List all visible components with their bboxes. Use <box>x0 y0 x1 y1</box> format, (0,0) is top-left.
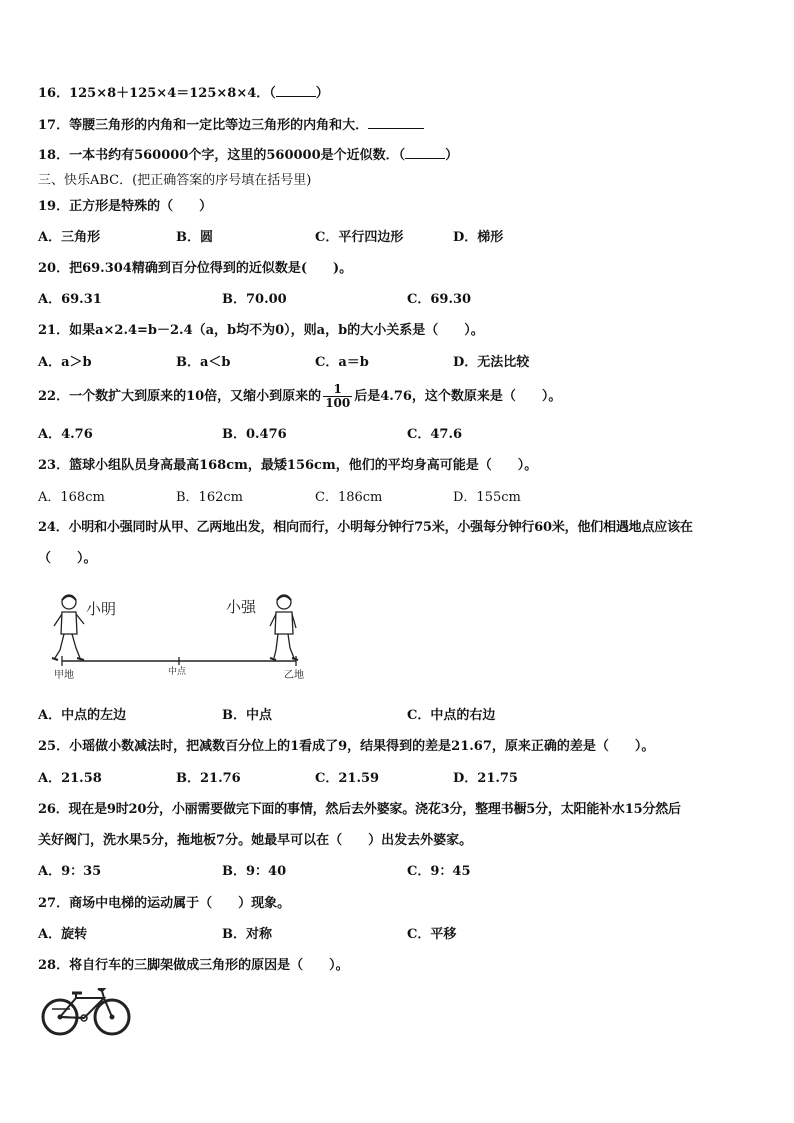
q19-options <box>38 229 758 246</box>
q17-text: 17．等腰三角形的内角和一定比等边三角形的内角和大． <box>38 118 369 133</box>
q23-option-b[interactable]: B．162cm <box>176 490 243 505</box>
q16-answer-blank[interactable] <box>276 84 316 97</box>
q19-option-a[interactable]: A．三角形 <box>38 230 101 245</box>
q24-option-b[interactable]: B．中点 <box>222 708 272 723</box>
q27-option-a[interactable]: A．旋转 <box>38 927 88 942</box>
q23-text: 23．篮球小组队员身高最高168cm，最矮156cm，他们的平均身高可能是（ ）。 <box>38 458 538 473</box>
q17-answer-blank[interactable] <box>368 116 424 129</box>
q23-option-c[interactable]: C．186cm <box>315 490 383 505</box>
q25-option-a[interactable]: A．21.58 <box>38 771 102 786</box>
q22-option-c[interactable]: C．47.6 <box>407 427 463 442</box>
q21-text: 21．如果a×2.4=b－2.4（a，b均不为0），则a，b的大小关系是（ ）。 <box>38 323 484 338</box>
q21-option-b[interactable]: B．a＜b <box>176 355 231 370</box>
q26-option-c[interactable]: C．9：45 <box>407 864 471 879</box>
point-mid-label: 中点 <box>168 667 187 677</box>
q24-options <box>38 707 758 724</box>
q18-text: 18．一本书约有560000个字，这里的560000是个近似数．（ <box>38 148 406 163</box>
xiaoming-figure <box>52 595 84 660</box>
section-3-heading: 三、快乐ABC．(把正确答案的序号填在括号里) <box>38 173 312 188</box>
q27-text: 27．商场中电梯的运动属于（ ）现象。 <box>38 896 291 911</box>
q25-options <box>38 770 758 787</box>
q26-line-1: 26．现在是9时20分，小丽需要做完下面的事情，然后去外婆家。浇花3分，整理书橱5分，太阳能补水15分然后 <box>38 802 681 817</box>
q16-line <box>38 84 329 102</box>
q22-fraction-denominator: 100 <box>325 396 351 410</box>
q27-options <box>38 926 758 943</box>
q22-fraction-numerator: 1 <box>323 383 352 397</box>
q20-options <box>38 291 758 308</box>
q22-option-a[interactable]: A．4.76 <box>38 427 93 442</box>
q25-option-b[interactable]: B．21.76 <box>176 771 241 786</box>
q26-line-2: 关好阀门，洗水果5分，拖地板7分。她最早可以在（ ）出发去外婆家。 <box>38 833 473 848</box>
q16-text: 16．125×8＋125×4＝125×8×4．（ <box>38 86 276 101</box>
q22-options <box>38 426 758 443</box>
q19-option-b[interactable]: B．圆 <box>176 230 213 245</box>
bicycle-image <box>40 983 132 1037</box>
point-yi-label: 乙地 <box>284 670 304 681</box>
q22-line <box>38 381 561 413</box>
q23-option-d[interactable]: D．155cm <box>453 490 521 505</box>
q20-option-a[interactable]: A．69.31 <box>38 292 102 307</box>
point-jia-label: 甲地 <box>54 670 74 681</box>
q20-option-b[interactable]: B．70.00 <box>222 292 287 307</box>
q26-option-a[interactable]: A．9：35 <box>38 864 102 879</box>
q26-option-b[interactable]: B．9：40 <box>222 864 287 879</box>
q20-text: 20．把69.304精确到百分位得到的近似数是( )。 <box>38 261 353 276</box>
q22-text-before: 22．一个数扩大到原来的10倍，又缩小到原来的 <box>38 389 322 404</box>
q22-option-b[interactable]: B．0.476 <box>222 427 287 442</box>
q21-option-a[interactable]: A．a＞b <box>38 355 92 370</box>
q18-close: ） <box>445 148 459 163</box>
q24-figure <box>44 590 314 685</box>
q24-option-c[interactable]: C．中点的右边 <box>407 708 496 723</box>
q19-option-c[interactable]: C．平行四边形 <box>315 230 404 245</box>
xiaoqiang-label: 小强 <box>226 598 257 616</box>
q24-line-1: 24．小明和小强同时从甲、乙两地出发，相向而行，小明每分钟行75米，小强每分钟行60米，他们相遇地点应该在 <box>38 520 693 535</box>
q27-option-c[interactable]: C．平移 <box>407 927 457 942</box>
q18-line <box>38 146 458 164</box>
q24-option-a[interactable]: A．中点的左边 <box>38 708 127 723</box>
q23-option-a[interactable]: A．168cm <box>38 490 105 505</box>
q25-option-c[interactable]: C．21.59 <box>315 771 380 786</box>
q21-option-c[interactable]: C．a＝b <box>315 355 369 370</box>
q16-close: ） <box>315 86 329 101</box>
q22-text-after: 后是4.76，这个数原来是（ ）。 <box>354 389 562 404</box>
q27-option-b[interactable]: B．对称 <box>222 927 272 942</box>
q17-line <box>38 116 424 134</box>
q28-text: 28．将自行车的三脚架做成三角形的原因是（ ）。 <box>38 958 349 973</box>
q19-text: 19．正方形是特殊的（ ） <box>38 199 213 214</box>
q26-options <box>38 863 758 880</box>
q21-option-d[interactable]: D．无法比较 <box>453 355 530 370</box>
q22-fraction <box>323 383 352 410</box>
q21-options <box>38 354 758 371</box>
q18-answer-blank[interactable] <box>405 146 445 159</box>
q23-options <box>38 489 758 506</box>
xiaoqiang-figure <box>270 595 298 660</box>
q19-option-d[interactable]: D．梯形 <box>453 230 504 245</box>
q24-line-2: （ ）。 <box>38 551 97 566</box>
q25-text: 25．小瑶做小数减法时，把减数百分位上的1看成了9，结果得到的差是21.67，原来正确的差是（ ）。 <box>38 739 655 754</box>
q20-option-c[interactable]: C．69.30 <box>407 292 472 307</box>
q25-option-d[interactable]: D．21.75 <box>453 771 518 786</box>
xiaoming-label: 小明 <box>86 600 117 618</box>
